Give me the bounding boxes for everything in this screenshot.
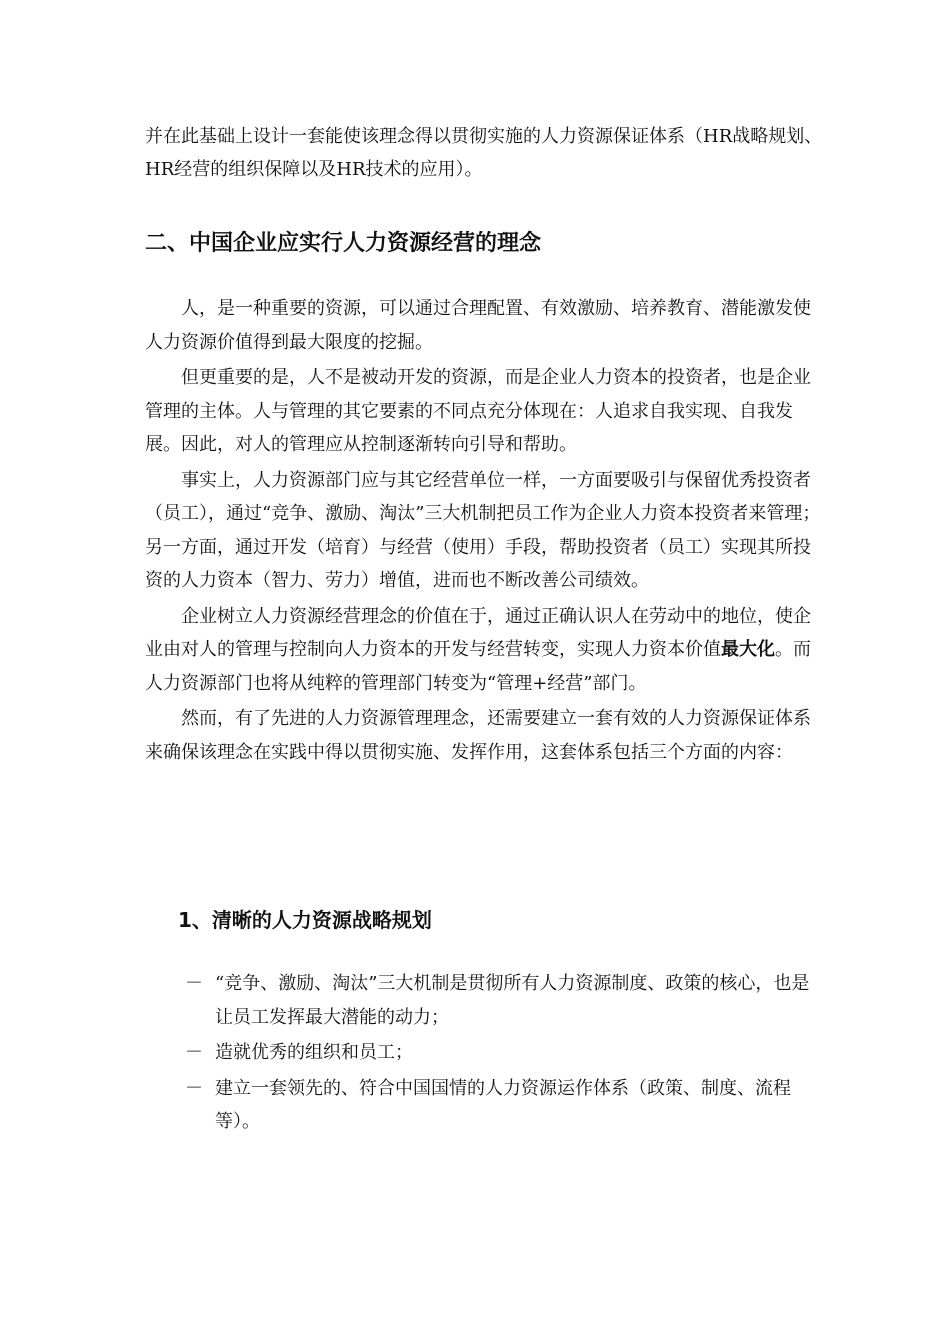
dash-bullet-icon: － [185, 973, 203, 994]
list-item-text: 造就优秀的组织和员工； [215, 1042, 413, 1063]
section-title: 二、中国企业应实行人力资源经营的理念 [145, 231, 542, 256]
list-item-text: “竞争、激励、淘汰”三大机制是贯彻所有人力资源制度、政策的核心，也是让员工发挥最大潜能的动力； [215, 973, 810, 1028]
list-item-text: 建立一套领先的、符合中国国情的人力资源运作体系（政策、制度、流程等）。 [215, 1077, 791, 1132]
paragraph-value-text-a: 企业树立人力资源经营理念的价值在于，通过正确认识人在劳动中的地位，使企业由对人的管理与控制向人力资本的开发与经营转变，实现人力资本价值 [145, 605, 811, 660]
section-body [145, 292, 825, 771]
subsection-title: 1、清晰的人力资源战略规划 [178, 908, 432, 932]
dash-bullet-icon: － [185, 1042, 203, 1063]
paragraph-resource: 人，是一种重要的资源，可以通过合理配置、有效激励、培养教育、潜能激发使人力资源价值得到最大限度的挖掘。 [145, 298, 811, 353]
paragraph-investor: 但更重要的是，人不是被动开发的资源，而是企业人力资本的投资者，也是企业管理的主体。人与管理的其它要素的不同点充分体现在：人追求自我实现、自我发展。因此，对人的管理应从控制逐渐转向引导和帮助。 [145, 367, 811, 455]
paragraph-value [145, 600, 825, 701]
paragraph-value-bold: 最大化 [721, 639, 775, 660]
paragraph-value-text-b: 。而人力资源部门也将从纯粹的管理部门转变为“管理+经营”部门。 [145, 639, 811, 694]
dash-bullet-icon: － [185, 1077, 203, 1099]
bullet-list [185, 967, 825, 1141]
intro-paragraph: 并在此基础上设计一套能使该理念得以贯彻实施的人力资源保证体系（HR战略规划、HR经营的组织保障以及HR技术的应用）。 [145, 126, 823, 180]
paragraph-system: 然而，有了先进的人力资源管理理念，还需要建立一套有效的人力资源保证体系来确保该理念在实践中得以贯彻实施、发挥作用，这套体系包括三个方面的内容： [145, 708, 811, 763]
list-item [185, 1072, 825, 1139]
list-item [185, 967, 825, 1034]
list-item [185, 1036, 825, 1070]
paragraph-hr-department: 事实上，人力资源部门应与其它经营单位一样，一方面要吸引与保留优秀投资者（员工），通过“竞争、激励、淘汰”三大机制把员工作为企业人力资本投资者来管理；另一方面，通过开发（培育）与经营（使用）手段，帮助投资者（员工）实现其所投资的人力资本（智力、劳力）增值，进而也不断改善公司绩效。 [145, 469, 821, 591]
